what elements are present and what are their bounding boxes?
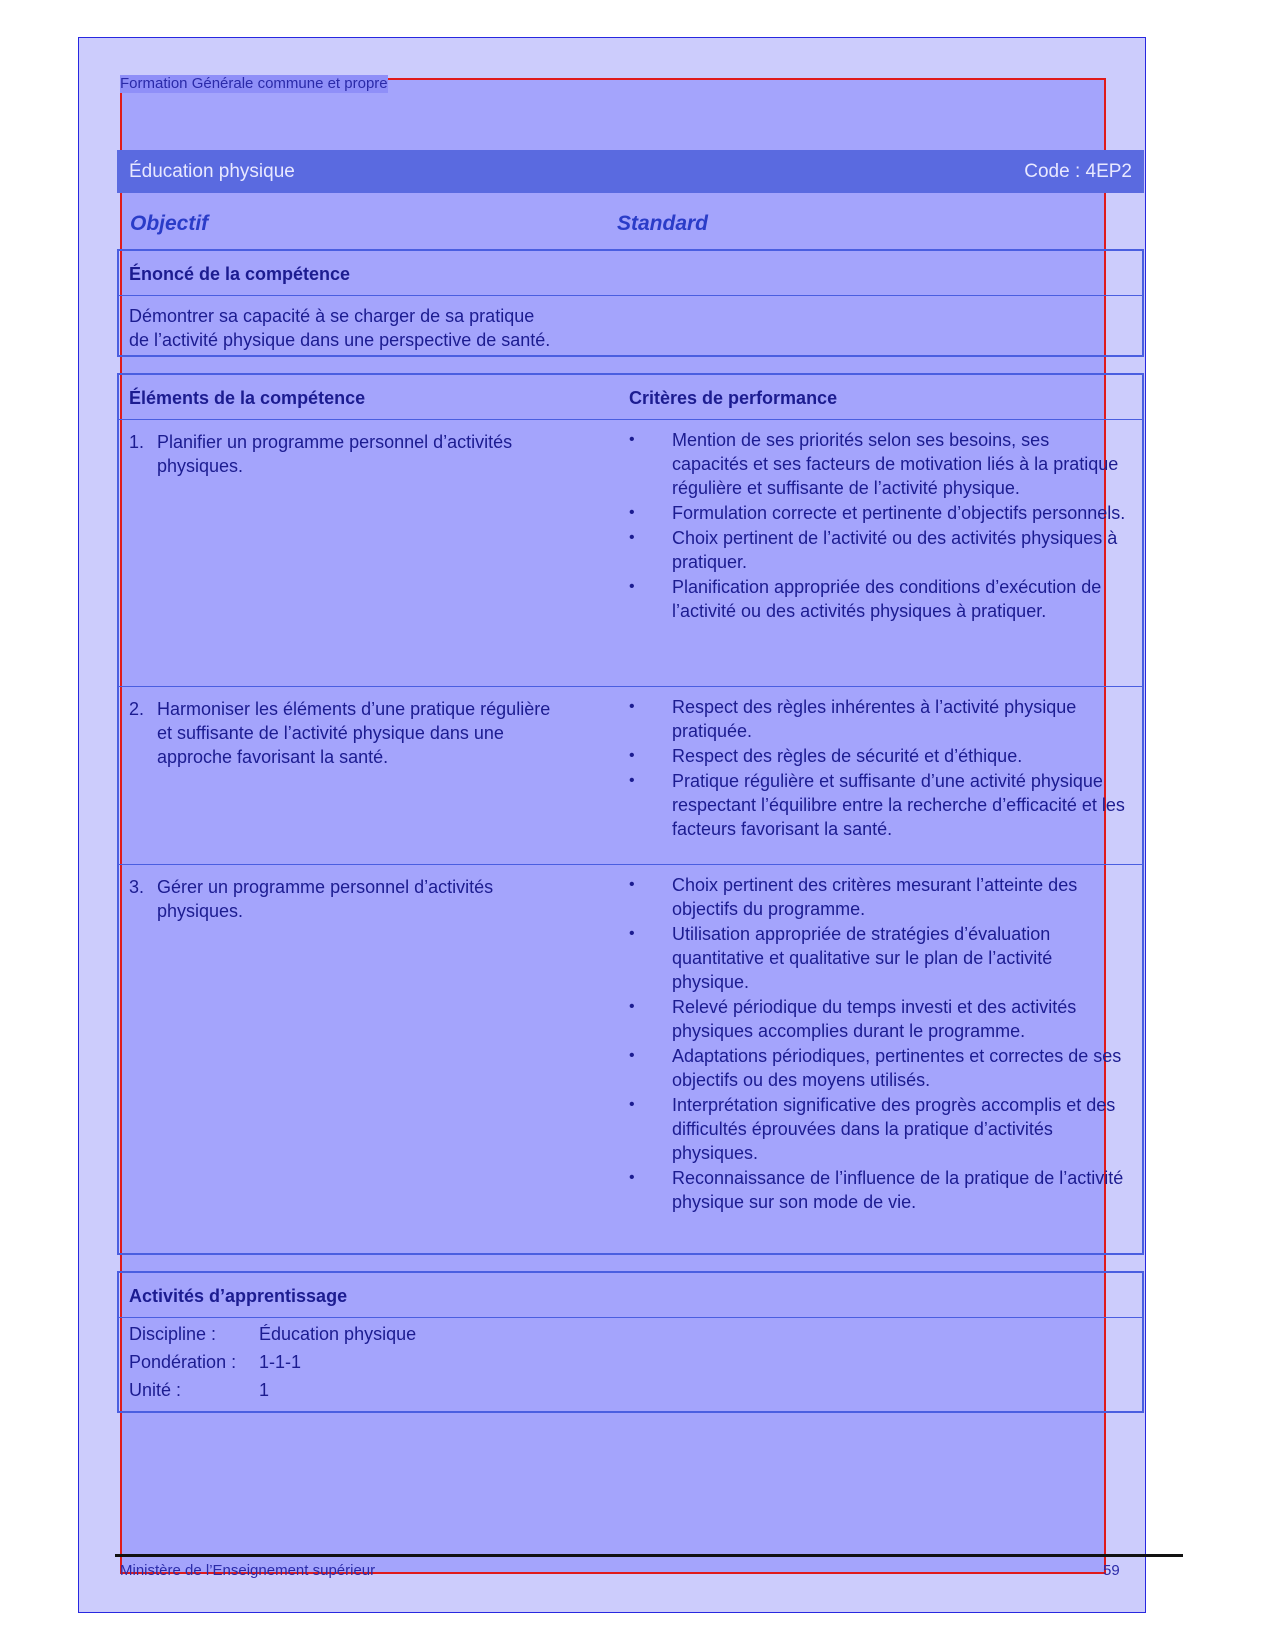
footer-ministry: Ministère de l’Enseignement supérieur [120, 1562, 376, 1579]
discipline-value: Éducation physique [259, 1324, 417, 1344]
bullet-icon: • [629, 431, 635, 448]
criterion-item: • Reconnaissance de l’influence de la pratique de l’activité physique sur son mode de vie. [629, 1168, 1124, 1212]
criterion-item: • Formulation correcte et pertinente d’objectifs personnels. [629, 503, 1126, 523]
element-text-line1: Planifier un programme personnel d’activités [157, 432, 513, 452]
element-row-1 [119, 419, 1142, 686]
criteres-heading: Critères de performance [629, 388, 838, 408]
criterion-item: • Planification appropriée des conditions d’exécution de l’activité ou des activités physiques à pratiquer. [629, 577, 1102, 621]
criterion-item: • Respect des règles inhérentes à l’activité physique pratiquée. [629, 697, 1077, 741]
element-number: 1. [129, 432, 145, 452]
enonce-text-line2: de l’activité physique dans une perspective de santé. [129, 330, 551, 350]
criterion-item: • Respect des règles de sécurité et d’éthique. [629, 746, 1023, 766]
criterion-item: • Choix pertinent des critères mesurant l’atteinte des objectifs du programme. [629, 875, 1078, 919]
page-number: 59 [1103, 1562, 1120, 1579]
bullet-icon: • [629, 529, 635, 546]
bullet-icon: • [629, 747, 635, 764]
running-header: Formation Générale commune et propre [120, 75, 388, 92]
criteria-list [629, 428, 1129, 624]
criterion-item: • Adaptations périodiques, pertinentes et correctes de ses objectifs ou des moyens utilisés. [629, 1046, 1122, 1090]
element-text-line2: et suffisante de l’activité physique dans une [157, 723, 504, 743]
enonce-heading: Énoncé de la compétence [129, 264, 351, 284]
unite-value: 1 [259, 1380, 270, 1400]
discipline-label: Discipline : [129, 1324, 217, 1344]
element-text-line2: physiques. [157, 901, 244, 921]
objectif-heading: Objectif [130, 212, 209, 235]
element-row-2 [119, 686, 1142, 864]
enonce-text-line1: Démontrer sa capacité à se charger de sa pratique [129, 306, 535, 326]
ponderation-value: 1-1-1 [259, 1352, 302, 1372]
course-title-bar [117, 150, 1144, 193]
bullet-icon: • [629, 925, 635, 942]
bullet-icon: • [629, 1047, 635, 1064]
element-number: 2. [129, 699, 145, 719]
ponderation-label: Pondération : [129, 1352, 237, 1372]
criterion-item: • Choix pertinent de l’activité ou des activités physiques à pratiquer. [629, 528, 1118, 572]
footer-rule [115, 1554, 1183, 1557]
column-subheads [130, 212, 1130, 238]
criterion-item: • Relevé périodique du temps investi et des activités physiques accomplies durant le programme. [629, 997, 1077, 1041]
activites-heading: Activités d’apprentissage [129, 1286, 348, 1306]
bullet-icon: • [629, 1169, 635, 1186]
unite-label: Unité : [129, 1380, 182, 1400]
element-number: 3. [129, 877, 145, 897]
bullet-icon: • [629, 772, 635, 789]
bullet-icon: • [629, 698, 635, 715]
criterion-item: • Pratique régulière et suffisante d’une activité physique respectant l’équilibre entre la recherche d’efficacité et les facteurs favorisant la santé. [629, 771, 1125, 839]
enonce-box [117, 249, 1144, 357]
bullet-icon: • [629, 998, 635, 1015]
criteria-list [629, 873, 1129, 1215]
course-title: Éducation physique [129, 161, 295, 182]
criterion-item: • Utilisation appropriée de stratégies d’évaluation quantitative et qualitative sur le plan de l’activité physique. [629, 924, 1053, 992]
standard-heading: Standard [617, 212, 709, 235]
bullet-icon: • [629, 876, 635, 893]
element-text-line2: physiques. [157, 456, 244, 476]
elements-heading: Éléments de la compétence [129, 388, 366, 408]
criterion-item: • Mention de ses priorités selon ses besoins, ses capacités et ses facteurs de motivation liés à la pratique régulière et suffisante de l’activité physique. [629, 430, 1119, 498]
element-text-line1: Harmoniser les éléments d’une pratique régulière [157, 699, 551, 719]
element-text-line3: approche favorisant la santé. [157, 747, 389, 767]
element-text-line1: Gérer un programme personnel d’activités [157, 877, 494, 897]
elements-box [117, 373, 1144, 1255]
bullet-icon: • [629, 1096, 635, 1113]
bullet-icon: • [629, 504, 635, 521]
bullet-icon: • [629, 578, 635, 595]
activites-box [117, 1271, 1144, 1413]
element-row-3 [119, 864, 1142, 1252]
course-code: Code : 4EP2 [1024, 161, 1132, 182]
criterion-item: • Interprétation significative des progrès accomplis et des difficultés éprouvées dans la pratique d’activités physiques. [629, 1095, 1116, 1163]
criteria-list [629, 695, 1129, 842]
